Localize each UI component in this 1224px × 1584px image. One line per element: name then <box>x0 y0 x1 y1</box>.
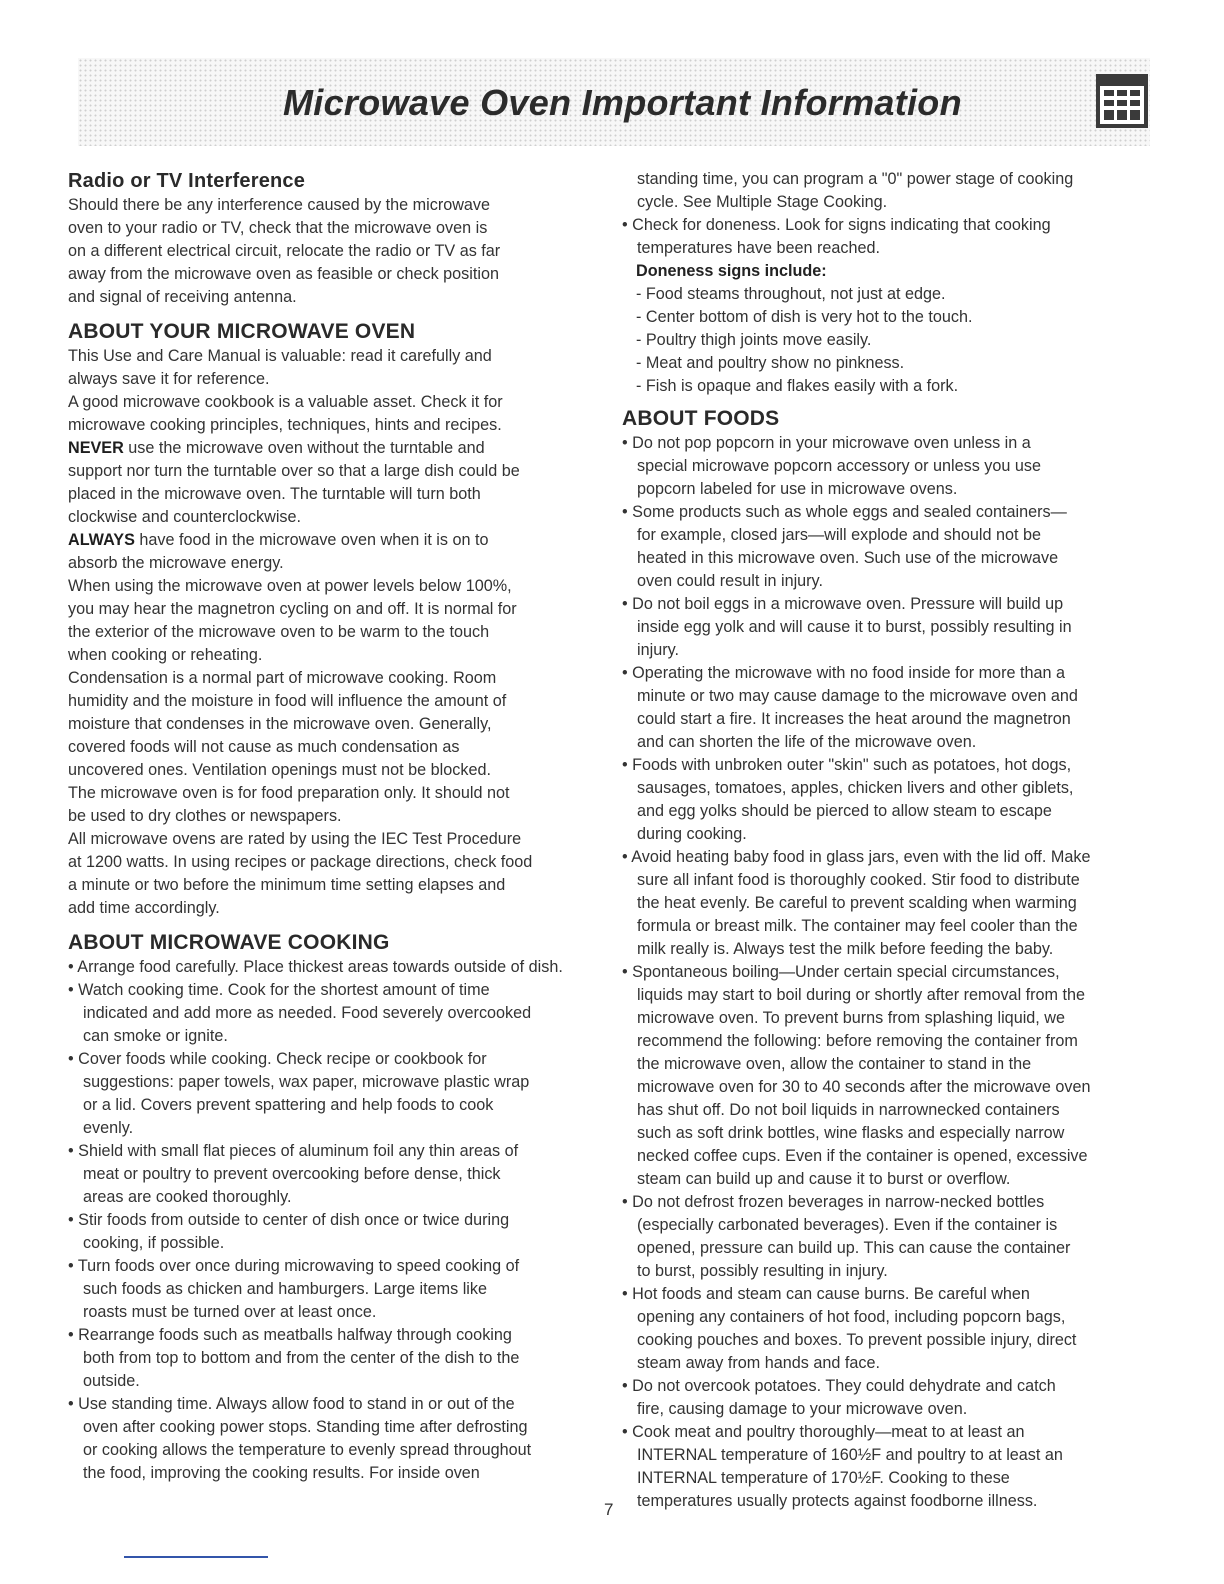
list-item <box>622 961 1158 1191</box>
list-item <box>68 956 602 979</box>
body-line: oven to your radio or TV, check that the microwave oven is <box>68 219 488 237</box>
bullet-text-line: microwave oven. To prevent burns from splashing liquid, we <box>637 1009 1065 1027</box>
bullet-text-line: • Do not defrost frozen beverages in narrow-necked bottles <box>622 1193 1045 1211</box>
bullet-text-line: • Watch cooking time. Cook for the shortest amount of time <box>68 981 490 999</box>
document-grid-icon <box>1096 74 1148 128</box>
body-line: standing time, you can program a "0" power stage of cooking <box>637 170 1074 188</box>
bullet-text-line: microwave oven for 30 to 40 seconds after the microwave oven <box>637 1078 1091 1096</box>
list-item <box>68 1393 602 1485</box>
bullet-text-line: oven after cooking power stops. Standing time after defrosting <box>83 1418 528 1436</box>
bullet-text-line: • Foods with unbroken outer "skin" such as potatoes, hot dogs, <box>622 756 1072 774</box>
bullet-text-line: • Hot foods and steam can cause burns. Be careful when <box>622 1285 1030 1303</box>
bullet-text-line: temperatures have been reached. <box>637 239 880 257</box>
bullet-text-line: popcorn labeled for use in microwave ovens. <box>637 480 958 498</box>
bullet-text-line: during cooking. <box>637 825 747 843</box>
doneness-item: - Meat and poultry show no pinkness. <box>636 354 905 372</box>
body-line: clockwise and counterclockwise. <box>68 508 302 526</box>
bullet-text-line: necked coffee cups. Even if the container is opened, excessive <box>637 1147 1088 1165</box>
body-line: Should there be any interference caused by the microwave <box>68 196 491 214</box>
body-line: away from the microwave oven as feasible or check position <box>68 265 499 283</box>
doneness-item: - Center bottom of dish is very hot to the touch. <box>636 308 973 326</box>
bullet-text-line: • Do not overcook potatoes. They could dehydrate and catch <box>622 1377 1056 1395</box>
body-line: on a different electrical circuit, relocate the radio or TV as far <box>68 242 501 260</box>
bullet-text-line: indicated and add more as needed. Food severely overcooked <box>83 1004 532 1022</box>
standing-time-continuation <box>622 168 1158 214</box>
list-item <box>622 593 1158 662</box>
bullet-text-line: • Shield with small flat pieces of aluminum foil any thin areas of <box>68 1142 519 1160</box>
bullet-text-line: to burst, possibly resulting in injury. <box>637 1262 888 1280</box>
bullet-text-line: evenly. <box>83 1119 134 1137</box>
bullet-text-line: • Operating the microwave with no food inside for more than a <box>622 664 1065 682</box>
body-line: When using the microwave oven at power levels below 100%, <box>68 577 512 595</box>
body-line: Condensation is a normal part of microwave cooking. Room <box>68 669 497 687</box>
list-item <box>622 754 1158 846</box>
bullet-text-line: meat or poultry to prevent overcooking before dense, thick <box>83 1165 501 1183</box>
bullet-text-line: or cooking allows the temperature to evenly spread throughout <box>83 1441 532 1459</box>
bullet-text-line: minute or two may cause damage to the microwave oven and <box>637 687 1078 705</box>
bullet-text-line: steam can build up and cause it to burst or overflow. <box>637 1170 1011 1188</box>
list-item <box>68 1255 602 1324</box>
list-item <box>622 846 1158 961</box>
doneness-list <box>622 283 1158 398</box>
title-banner <box>78 58 1150 146</box>
page-title: Microwave Oven Important Information <box>283 82 962 123</box>
about-foods-heading: ABOUT FOODS <box>622 407 780 430</box>
about-oven-body-c <box>68 552 602 920</box>
body-line: microwave cooking principles, techniques, hints and recipes. <box>68 416 502 434</box>
bullet-text-line: • Cook meat and poultry thoroughly—meat to at least an <box>622 1423 1025 1441</box>
list-item <box>68 1324 602 1393</box>
body-line: humidity and the moisture in food will influence the amount of <box>68 692 507 710</box>
list-item <box>622 1283 1158 1375</box>
body-line: at 1200 watts. In using recipes or package directions, check food <box>68 853 533 871</box>
radio-tv-heading: Radio or TV Interference <box>68 170 306 192</box>
body-line: This Use and Care Manual is valuable: read it carefully and <box>68 347 492 365</box>
body-line: you may hear the magnetron cycling on and off. It is normal for <box>68 600 517 618</box>
bullet-text-line: • Turn foods over once during microwaving to speed cooking of <box>68 1257 520 1275</box>
bullet-text-line: the heat evenly. Be careful to prevent scalding when warming <box>637 894 1077 912</box>
bullet-text-line: • Do not boil eggs in a microwave oven. Pressure will build up <box>622 595 1064 613</box>
bullet-text-line: both from top to bottom and from the center of the dish to the <box>83 1349 520 1367</box>
list-item <box>68 1140 602 1209</box>
bullet-text-line: the food, improving the cooking results. For inside oven <box>83 1464 480 1482</box>
bullet-text-line: and can shorten the life of the microwave oven. <box>637 733 977 751</box>
left-column <box>68 168 602 1485</box>
bullet-text-line: • Do not pop popcorn in your microwave oven unless in a <box>622 434 1031 452</box>
bullet-text-line: INTERNAL temperature of 160½F and poultry to at least an <box>637 1446 1063 1464</box>
body-line: the exterior of the microwave oven to be warm to the touch <box>68 623 490 641</box>
doneness-heading: Doneness signs include: <box>636 262 827 280</box>
page-number: 7 <box>604 1500 614 1519</box>
bullet-text-line: temperatures usually protects against foodborne illness. <box>637 1492 1038 1510</box>
bullet-text-line: roasts must be turned over at least once. <box>83 1303 377 1321</box>
body-line: and signal of receiving antenna. <box>68 288 297 306</box>
bullet-text-line: formula or breast milk. The container may feel cooler than the <box>637 917 1078 935</box>
doneness-item: - Food steams throughout, not just at edge. <box>636 285 946 303</box>
right-column <box>622 168 1158 1513</box>
bullet-text-line: fire, causing damage to your microwave oven. <box>637 1400 968 1418</box>
bullet-text-line: could start a fire. It increases the heat around the magnetron <box>637 710 1071 728</box>
bullet-text-line: such foods as chicken and hamburgers. Large items like <box>83 1280 487 1298</box>
bullet-text-line: cooking, if possible. <box>83 1234 225 1252</box>
bullet-text-line: can smoke or ignite. <box>83 1027 228 1045</box>
bullet-text-line: or a lid. Covers prevent spattering and help foods to cook <box>83 1096 494 1114</box>
bullet-text-line: heated in this microwave oven. Such use of the microwave <box>637 549 1059 567</box>
bullet-text-line: sure all infant food is thoroughly cooked. Stir food to distribute <box>637 871 1080 889</box>
bullet-text-line: • Use standing time. Always allow food to stand in or out of the <box>68 1395 515 1413</box>
about-cooking-heading: ABOUT MICROWAVE COOKING <box>68 931 390 954</box>
body-line: moisture that condenses in the microwave oven. Generally, <box>68 715 492 733</box>
body-line: absorb the microwave energy. <box>68 554 284 572</box>
doneness-bullet <box>622 214 1158 260</box>
doneness-item: - Poultry thigh joints move easily. <box>636 331 872 349</box>
list-item <box>622 1421 1158 1513</box>
always-line: ALWAYS have food in the microwave oven when it is on to <box>68 531 489 549</box>
list-item <box>68 979 602 1048</box>
body-line: uncovered ones. Ventilation openings must not be blocked. <box>68 761 491 779</box>
bullet-text-line: • Spontaneous boiling—Under certain special circumstances, <box>622 963 1060 981</box>
radio-tv-body <box>68 194 602 309</box>
body-line: The microwave oven is for food preparation only. It should not <box>68 784 510 802</box>
list-item <box>622 501 1158 593</box>
doneness-item: - Fish is opaque and flakes easily with a fork. <box>636 377 959 395</box>
bullet-text-line: • Arrange food carefully. Place thickest areas towards outside of dish. <box>68 958 563 976</box>
bullet-text-line: suggestions: paper towels, wax paper, microwave plastic wrap <box>83 1073 530 1091</box>
about-cooking-list <box>68 956 602 1485</box>
body-line: support nor turn the turntable over so that a large dish could be <box>68 462 520 480</box>
bullet-text-line: • Avoid heating baby food in glass jars, even with the lid off. Make <box>622 848 1091 866</box>
bullet-text-line: has shut off. Do not boil liquids in narrownecked containers <box>637 1101 1060 1119</box>
body-line: All microwave ovens are rated by using the IEC Test Procedure <box>68 830 522 848</box>
body-line: A good microwave cookbook is a valuable asset. Check it for <box>68 393 503 411</box>
about-oven-heading: ABOUT YOUR MICROWAVE OVEN <box>68 320 416 343</box>
footer-rule <box>124 1556 268 1558</box>
bullet-text-line: cooking pouches and boxes. To prevent possible injury, direct <box>637 1331 1077 1349</box>
about-oven-body-a <box>68 345 602 437</box>
bullet-text-line: injury. <box>637 641 679 659</box>
bullet-text-line: • Check for doneness. Look for signs indicating that cooking <box>622 216 1051 234</box>
bullet-text-line: outside. <box>83 1372 140 1390</box>
bullet-text-line: • Stir foods from outside to center of dish once or twice during <box>68 1211 510 1229</box>
never-line: NEVER use the microwave oven without the turntable and <box>68 439 485 457</box>
list-item <box>622 432 1158 501</box>
bullet-text-line: steam away from hands and face. <box>637 1354 880 1372</box>
bullet-text-line: areas are cooked thoroughly. <box>83 1188 292 1206</box>
bullet-text-line: milk really is. Always test the milk before feeding the baby. <box>637 940 1054 958</box>
bullet-text-line: for example, closed jars—will explode and should not be <box>637 526 1042 544</box>
body-line: always save it for reference. <box>68 370 270 388</box>
body-line: a minute or two before the minimum time setting elapses and <box>68 876 506 894</box>
bullet-text-line: • Rearrange foods such as meatballs halfway through cooking <box>68 1326 512 1344</box>
bullet-text-line: inside egg yolk and will cause it to burst, possibly resulting in <box>637 618 1072 636</box>
body-line: covered foods will not cause as much condensation as <box>68 738 460 756</box>
bullet-text-line: sausages, tomatoes, apples, chicken livers and other giblets, <box>637 779 1074 797</box>
list-item <box>68 1209 602 1255</box>
body-line: add time accordingly. <box>68 899 220 917</box>
bullet-text-line: • Some products such as whole eggs and sealed containers— <box>622 503 1067 521</box>
list-item <box>68 1048 602 1140</box>
body-line: placed in the microwave oven. The turntable will turn both <box>68 485 481 503</box>
bullet-text-line: recommend the following: before removing the container from <box>637 1032 1078 1050</box>
body-line: be used to dry clothes or newspapers. <box>68 807 342 825</box>
bullet-text-line: (especially carbonated beverages). Even if the container is <box>637 1216 1058 1234</box>
body-line: cycle. See Multiple Stage Cooking. <box>637 193 888 211</box>
bullet-text-line: liquids may start to boil during or shortly after removal from the <box>637 986 1086 1004</box>
bullet-text-line: the microwave oven, allow the container to stand in the <box>637 1055 1032 1073</box>
bullet-text-line: oven could result in injury. <box>637 572 823 590</box>
about-foods-list <box>622 432 1158 1513</box>
bullet-text-line: opening any containers of hot food, including popcorn bags, <box>637 1308 1066 1326</box>
bullet-text-line: INTERNAL temperature of 170½F. Cooking to these <box>637 1469 1010 1487</box>
about-oven-body-b <box>68 460 602 529</box>
list-item <box>622 1191 1158 1283</box>
body-line: when cooking or reheating. <box>68 646 263 664</box>
bullet-text-line: • Cover foods while cooking. Check recipe or cookbook for <box>68 1050 487 1068</box>
list-item <box>622 1375 1158 1421</box>
bullet-text-line: special microwave popcorn accessory or unless you use <box>637 457 1041 475</box>
bullet-text-line: opened, pressure can build up. This can cause the container <box>637 1239 1071 1257</box>
bullet-text-line: and egg yolks should be pierced to allow steam to escape <box>637 802 1052 820</box>
bullet-text-line: such as soft drink bottles, wine flasks and especially narrow <box>637 1124 1065 1142</box>
list-item <box>622 662 1158 754</box>
